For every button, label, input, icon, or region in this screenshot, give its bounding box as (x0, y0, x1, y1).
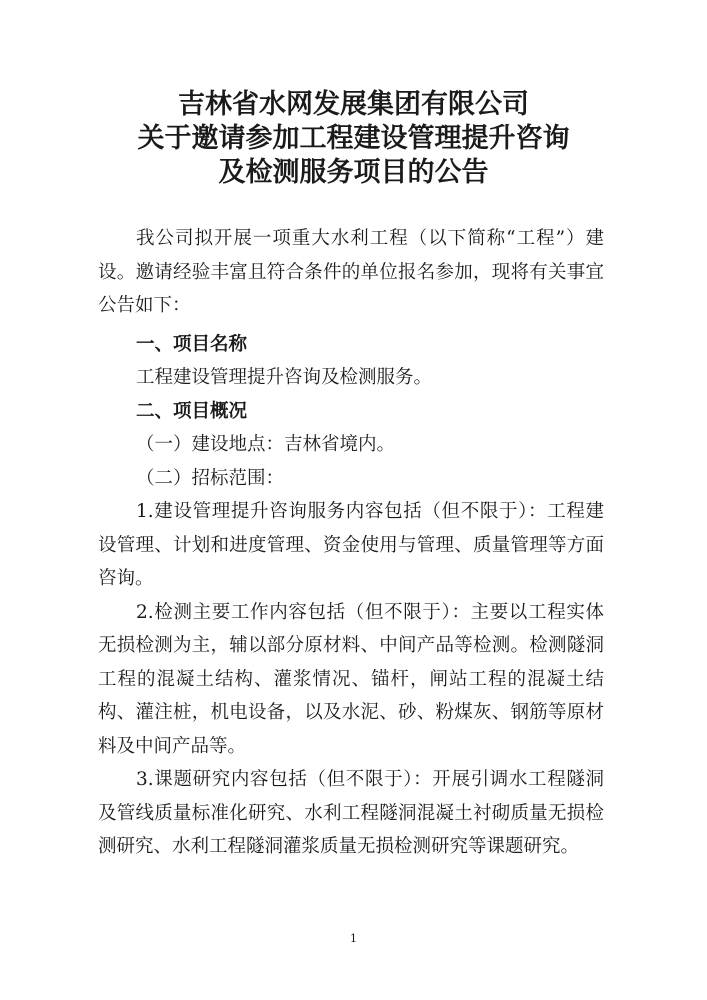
scope-item-3: 3.课题研究内容包括（但不限于）：开展引调水工程隧洞及管线质量标准化研究、水利工程隧洞混凝土衬砌质量无损检测研究、水利工程隧洞灌浆质量无损检测研究等课题研究。 (98, 769, 604, 857)
section-1-content: 工程建设管理提升咨询及检测服务。 (136, 367, 433, 388)
scope-item-1: 1.建设管理提升咨询服务内容包括（但不限于）：工程建设管理、计划和进度管理、资金使用与管理、质量管理等方面咨询。 (98, 501, 604, 589)
scope-item-2: 2.检测主要工作内容包括（但不限于）：主要以工程实体无损检测为主，辅以部分原材料、中间产品等检测。检测隧洞工程的混凝土结构、灌浆情况、锚杆，闸站工程的混凝土结构、灌注桩，机电设备，以及水泥、砂、粉煤灰、钢筋等原材料及中间产品等。 (98, 601, 604, 757)
construction-location: （一）建设地点：吉林省境内。 (136, 434, 396, 455)
intro-paragraph: 我公司拟开展一项重大水利工程（以下简称“工程”）建设。邀请经验丰富且符合条件的单位报名参加，现将有关事宜公告如下： (98, 228, 604, 316)
section-2-heading: 二、项目概况 (136, 400, 248, 422)
document-body (98, 222, 604, 864)
title-line-1: 吉林省水网发展集团有限公司 (178, 89, 529, 120)
scope-heading: （二）招标范围： (136, 467, 285, 489)
document-title (0, 88, 707, 190)
title-line-2: 关于邀请参加工程建设管理提升咨询 (137, 123, 570, 154)
title-line-3: 及检测服务项目的公告 (218, 157, 489, 188)
page-number: 1 (350, 932, 357, 945)
section-1-heading: 一、项目名称 (136, 333, 248, 355)
